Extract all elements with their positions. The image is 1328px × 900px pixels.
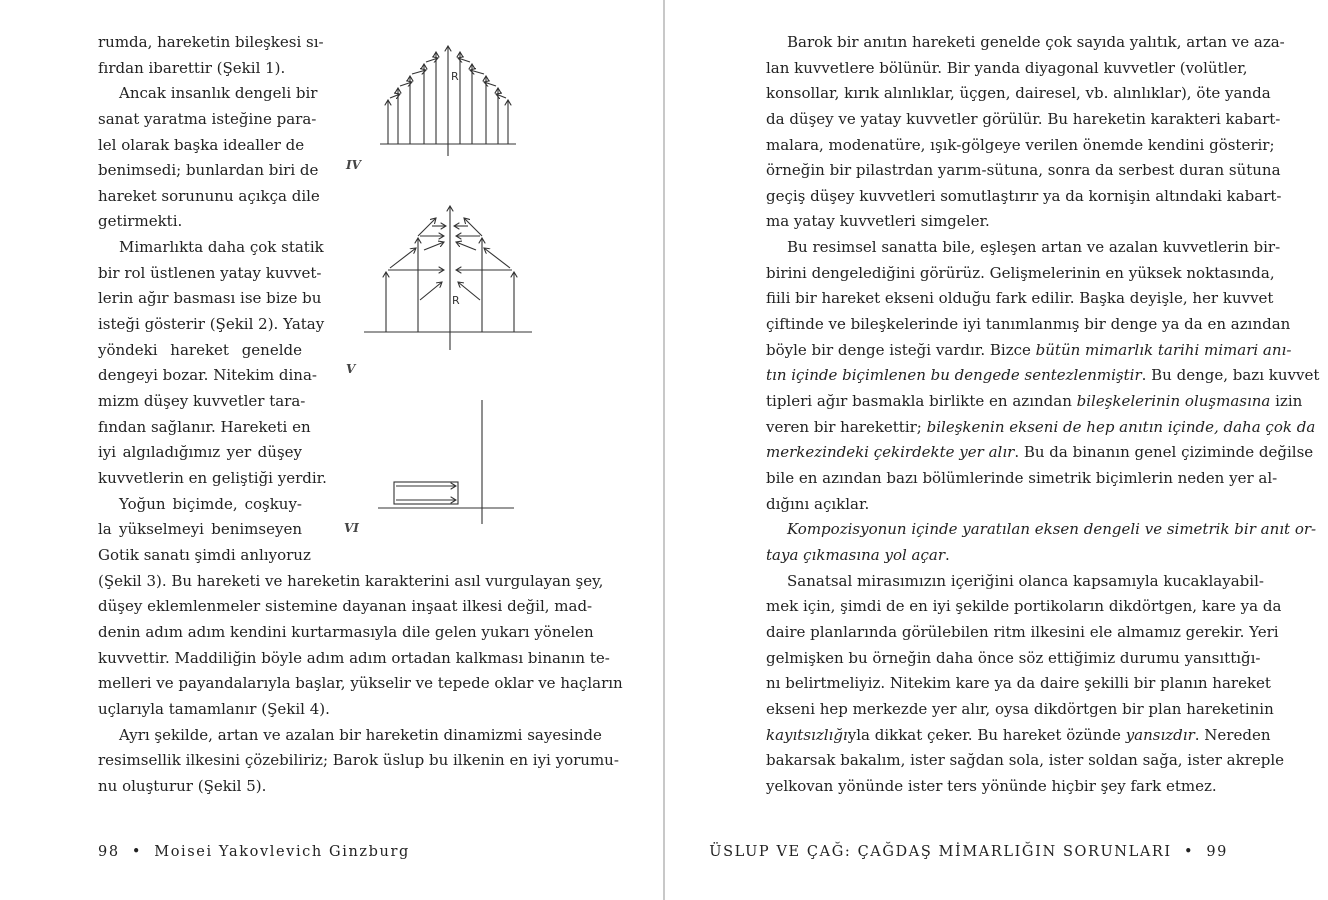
text-line: lerin ağır basması ise bize bu (98, 289, 322, 307)
text-line: la yükselmeyi benimseyen (98, 520, 302, 538)
page-number: 98 (98, 844, 120, 860)
italic-span: taya çıkmasına yol açar (766, 546, 946, 564)
text-line: nı belirtmeliyiz. Nitekim kare ya da daire şekilli bir planın hareket (766, 674, 1271, 692)
footer-bullet: • (131, 844, 143, 860)
text-line: Ayrı şekilde, artan ve azalan bir hareketin dinamizmi sayesinde (119, 726, 602, 744)
italic-span: tın içinde biçimlenen bu dengede sentezlenmiştir (766, 366, 1142, 384)
text-line: Yoğun biçimde, coşkuy- (119, 495, 302, 513)
italic-span: kayıtsızlığı (766, 726, 848, 744)
right-page (666, 0, 1328, 900)
text-line: Mimarlıkta daha çok statik (119, 238, 324, 256)
text-span: veren bir harekettir; (766, 418, 927, 436)
text-line: yelkovan yönünde ister ters yönünde hiçbir şey fark etmez. (766, 777, 1217, 795)
text-line: fırdan ibarettir (Şekil 1). (98, 59, 286, 77)
text-line: Sanatsal mirasımızın içeriğini olanca kapsamıyla kucaklayabil- (787, 572, 1264, 590)
text-line: lel olarak başka idealler de (98, 136, 305, 154)
text-line: malara, modenatüre, ışık-gölgeye verilen önemde kendini gösterir; (766, 136, 1275, 154)
text-span: böyle bir denge isteği vardır. Bizce (766, 341, 1036, 359)
text-span: . Nereden (1194, 726, 1271, 744)
text-line: birini dengelediğini görürüz. Gelişmelerinin en yüksek noktasında, (766, 264, 1275, 282)
figure-6-label: VI (344, 521, 359, 535)
text-line: bir rol üstlenen yatay kuvvet- (98, 264, 322, 282)
page-number: 99 (1206, 844, 1228, 860)
italic-span: bileşkelerinin oluşmasına (1076, 392, 1271, 410)
author-name: Moisei Yakovlevich Ginzburg (154, 844, 410, 860)
figure-4-diagram (370, 40, 530, 160)
text-line: benimsedi; bunlardan biri de (98, 161, 319, 179)
text-line: bile en azından bazı bölümlerinde simetrik biçimlerin neden yer al- (766, 469, 1278, 487)
text-line: lan kuvvetlere bölünür. Bir yanda diyagonal kuvvetler (volütler, (766, 59, 1248, 77)
text-span: . (945, 546, 950, 564)
figure-4-label: IV (346, 158, 361, 172)
text-line (766, 418, 1316, 436)
text-line: çiftinde ve bileşkelerinde iyi tanımlanmış bir denge ya da en azından (766, 315, 1291, 333)
italic-span: yansızdır (1125, 726, 1195, 744)
text-line: uçlarıyla tamamlanır (Şekil 4). (98, 700, 330, 718)
text-line: resimsellik ilkesini çözebiliriz; Barok üslup bu ilkenin en iyi yorumu- (98, 751, 619, 769)
text-line: da düşey ve yatay kuvvetler görülür. Bu hareketin karakteri kabart- (766, 110, 1281, 128)
text-span: tipleri ağır basmakla birlikte en azından (766, 392, 1077, 410)
right-footer (709, 844, 1228, 860)
text-line: rumda, hareketin bileşkesi sı- (98, 33, 324, 51)
text-span: . Bu da binanın genel çiziminde değilse (1014, 443, 1314, 461)
text-line: Ancak insanlık dengeli bir (119, 84, 318, 102)
text-span: yla dikkat çeker. Bu hareket özünde (847, 726, 1126, 744)
running-title: ÜSLUP VE ÇAĞ: ÇAĞDAŞ MİMARLIĞIN SORUNLARI (709, 844, 1172, 860)
text-line: kuvvettir. Maddiliğin böyle adım adım ortadan kalkması binanın te- (98, 649, 610, 667)
text-line: getirmekti. (98, 212, 183, 230)
text-line: fiili bir hareket ekseni olduğu fark edilir. Başka deyişle, her kuvvet (766, 289, 1274, 307)
italic-span: merkezindeki çekirdekte yer alır (766, 443, 1015, 461)
text-line: Bu resimsel sanatta bile, eşleşen artan ve azalan kuvvetlerin bir- (787, 238, 1281, 256)
text-line: melleri ve payandalarıyla başlar, yükselir ve tepede oklar ve haçların (98, 674, 623, 692)
figure-6-diagram (364, 396, 524, 528)
text-line: örneğin bir pilastrdan yarım-sütuna, sonra da serbest duran sütuna (766, 161, 1281, 179)
text-line (766, 341, 1292, 359)
text-line: Kompozisyonun içinde yaratılan eksen dengeli ve simetrik bir anıt or- (787, 520, 1317, 538)
figure-5-label: V (346, 362, 356, 376)
text-line: nu oluşturur (Şekil 5). (98, 777, 267, 795)
text-line: mizm düşey kuvvetler tara- (98, 392, 306, 410)
text-line (766, 726, 1271, 744)
text-line: hareket sorununu açıkça dile (98, 187, 320, 205)
text-line: ekseni hep merkezde yer alır, oysa dikdörtgen bir plan hareketinin (766, 700, 1274, 718)
figure-5-diagram (360, 202, 540, 352)
resultant-letter: R (452, 294, 460, 307)
text-line (766, 392, 1303, 410)
text-line: geçiş düşey kuvvetleri somutlaştırır ya da kornişin altındaki kabart- (766, 187, 1282, 205)
text-line: isteği gösterir (Şekil 2). Yatay (98, 315, 325, 333)
text-line: gelmişken bu örneğin daha önce söz ettiğimiz durumu yansıttığı- (766, 649, 1261, 667)
text-line: iyi algıladığımız yer düşey (98, 443, 302, 461)
text-span: . Bu denge, bazı kuvvet (1141, 366, 1320, 384)
text-line (766, 366, 1320, 384)
text-line: mek için, şimdi de en iyi şekilde portikoların dikdörtgen, kare ya da (766, 597, 1282, 615)
text-line: kuvvetlerin en geliştiği yerdir. (98, 469, 327, 487)
text-line: Gotik sanatı şimdi anlıyoruz (98, 546, 311, 564)
text-line (766, 546, 1233, 564)
italic-span: bileşkenin ekseni de hep anıtın içinde, daha çok da (926, 418, 1316, 436)
resultant-letter: R (451, 70, 459, 83)
text-line (766, 443, 1314, 461)
footer-bullet: • (1183, 844, 1195, 860)
text-line: ma yatay kuvvetleri simgeler. (766, 212, 990, 230)
text-line: bakarsak bakalım, ister sağdan sola, ister soldan sağa, ister akreple (766, 751, 1284, 769)
text-line: düşey eklemlenmeler sistemine dayanan inşaat ilkesi değil, mad- (98, 597, 593, 615)
page-gutter (663, 0, 665, 900)
text-line: konsollar, kırık alınlıklar, üçgen, dairesel, vb. alınlıklar), öte yanda (766, 84, 1271, 102)
italic-span: bütün mimarlık tarihi mimari anı- (1035, 341, 1292, 359)
left-footer (98, 844, 410, 860)
text-line: sanat yaratma isteğine para- (98, 110, 317, 128)
text-line: yöndeki hareket genelde (98, 341, 302, 359)
text-line: (Şekil 3). Bu hareketi ve hareketin karakterini asıl vurgulayan şey, (98, 572, 604, 590)
text-line: fından sağlanır. Hareketi en (98, 418, 311, 436)
text-line: dengeyi bozar. Nitekim dina- (98, 366, 317, 384)
text-span: izin (1270, 392, 1303, 410)
text-line: dığını açıklar. (766, 495, 870, 513)
text-line: daire planlarında görülebilen ritm ilkesini ele almamız gerekir. Yeri (766, 623, 1279, 641)
text-line: denin adım adım kendini kurtarmasıyla dile gelen yukarı yönelen (98, 623, 594, 641)
text-line: Barok bir anıtın hareketi genelde çok sayıda yalıtık, artan ve aza- (787, 33, 1285, 51)
